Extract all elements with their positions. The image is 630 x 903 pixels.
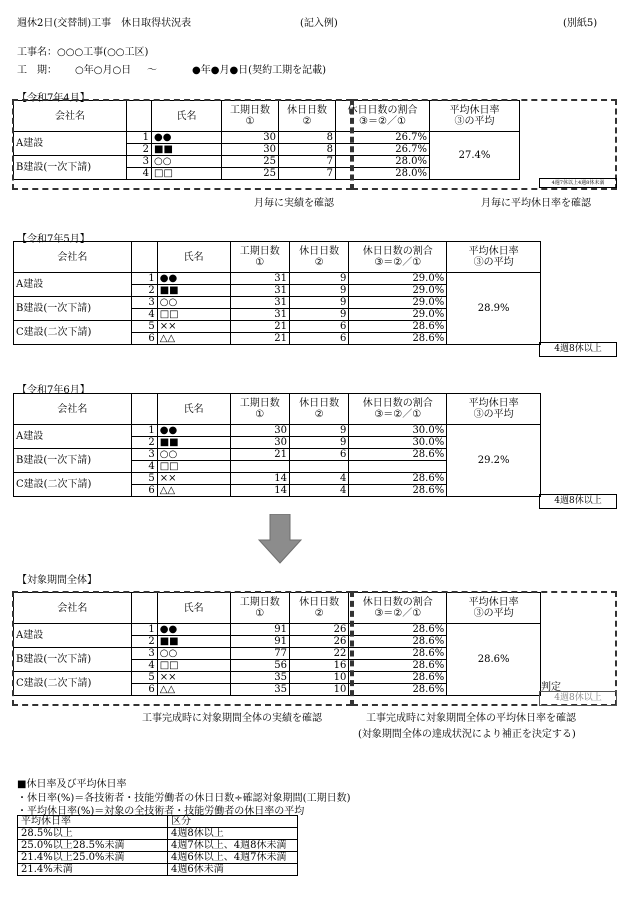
col-avg-sub: ③の平均 — [454, 116, 495, 127]
ratio: 29.0% — [349, 297, 447, 309]
row-no: 2 — [131, 437, 157, 449]
ratio: 30.0% — [349, 437, 447, 449]
person-name: ○○ — [157, 449, 230, 461]
person-name: ●● — [157, 425, 230, 437]
person-name: △△ — [157, 684, 230, 696]
work-days: 14 — [230, 473, 289, 485]
avg-cell: 28.9% — [447, 273, 541, 345]
table-row — [18, 852, 298, 864]
work-days: 31 — [230, 285, 289, 297]
row-no: 6 — [131, 333, 157, 345]
company-cell: C建設(二次下請) — [14, 321, 132, 345]
ratio — [349, 461, 447, 473]
person-name: ■■ — [157, 285, 230, 297]
col-avg-sub: ③の平均 — [473, 257, 514, 268]
col-ratio-formula: ③＝②／① — [374, 257, 422, 268]
person-name: ×× — [157, 672, 230, 684]
holidays: 7 — [279, 156, 336, 168]
holidays: 6 — [289, 333, 348, 345]
work-days: 77 — [230, 648, 289, 660]
person-name: △△ — [157, 333, 230, 345]
def-rate: 21.4%以上25.0%未満 — [18, 852, 168, 864]
ratio: 28.0% — [336, 156, 430, 168]
table-row — [18, 828, 298, 840]
person-name: ■■ — [157, 636, 230, 648]
ratio: 28.6% — [349, 449, 447, 461]
person-name: ●● — [157, 273, 230, 285]
definitions-heading: ■休日率及び平均休日率 — [17, 779, 127, 790]
row-no: 1 — [127, 132, 152, 144]
work-days: 31 — [230, 273, 289, 285]
row-no: 1 — [131, 624, 157, 636]
col-name: 氏名 — [157, 593, 230, 624]
table-row — [18, 816, 298, 828]
work-days: 31 — [230, 309, 289, 321]
col-avg: 平均休日率 — [468, 246, 519, 257]
holidays: 9 — [289, 309, 348, 321]
company-cell: B建設(一次下請) — [14, 156, 127, 180]
company-cell: B建設(一次下請) — [14, 449, 132, 473]
work-days: 21 — [230, 449, 289, 461]
row-no: 4 — [131, 660, 157, 672]
work-days: 31 — [230, 297, 289, 309]
ratio: 28.6% — [349, 684, 447, 696]
holidays: 4 — [289, 485, 348, 497]
col-company: 会社名 — [14, 394, 132, 425]
person-name: ○○ — [152, 156, 222, 168]
total-judgement-badge: 4週8休以上 — [539, 691, 617, 706]
table-row — [14, 273, 541, 285]
def-rate: 21.4%未満 — [18, 864, 168, 876]
col-holidays: 休日日数 — [287, 105, 327, 116]
col-holidays-num: ② — [302, 116, 312, 127]
row-no: 4 — [131, 461, 157, 473]
avg-cell: 29.2% — [447, 425, 541, 497]
company-cell: C建設(二次下請) — [14, 672, 132, 696]
work-days: 30 — [222, 132, 279, 144]
ratio: 29.0% — [349, 273, 447, 285]
person-name: ○○ — [157, 648, 230, 660]
example-label: (記入例) — [300, 18, 338, 29]
person-name: □□ — [157, 461, 230, 473]
june-judgement-badge: 4週8休以上 — [539, 494, 617, 509]
col-name: 氏名 — [157, 242, 230, 273]
col-name: 氏名 — [152, 101, 222, 132]
col-ratio: 休日日数の割合 — [362, 597, 433, 608]
col-avg-sub: ③の平均 — [473, 409, 514, 420]
total-note-right: 工事完成時に対象期間全体の平均休日率を確認 — [366, 713, 576, 724]
may-table — [13, 241, 541, 345]
def-class: 4週6休未満 — [168, 864, 298, 876]
holidays: 9 — [289, 297, 348, 309]
ratio: 26.7% — [336, 144, 430, 156]
april-table — [13, 100, 542, 180]
col-company: 会社名 — [14, 242, 132, 273]
person-name: ×× — [157, 473, 230, 485]
work-days: 56 — [230, 660, 289, 672]
total-table — [13, 592, 541, 696]
row-no: 6 — [131, 485, 157, 497]
june-table — [13, 393, 541, 497]
ratio: 28.6% — [349, 672, 447, 684]
col-work-days: 工期日数 — [239, 246, 280, 257]
holidays: 9 — [289, 285, 348, 297]
col-holidays: 休日日数 — [299, 398, 340, 409]
ratio: 28.0% — [336, 168, 430, 180]
holidays: 10 — [289, 684, 348, 696]
person-name: △△ — [157, 485, 230, 497]
col-ratio-formula: ③＝②／① — [359, 116, 406, 127]
ratio: 26.7% — [336, 132, 430, 144]
row-no: 2 — [131, 636, 157, 648]
row-no: 2 — [131, 285, 157, 297]
ratio: 28.6% — [349, 321, 447, 333]
holidays: 8 — [279, 132, 336, 144]
work-days: 25 — [222, 168, 279, 180]
table-row — [18, 840, 298, 852]
ratio: 28.6% — [349, 624, 447, 636]
company-cell: B建設(一次下請) — [14, 297, 132, 321]
april-note-right: 月毎に平均休日率を確認 — [481, 198, 591, 209]
col-holidays-num: ② — [314, 409, 324, 420]
col-avg: 平均休日率 — [468, 398, 519, 409]
holidays: 7 — [279, 168, 336, 180]
work-days: 30 — [230, 425, 289, 437]
col-ratio-formula: ③＝②／① — [374, 409, 422, 420]
holidays: 16 — [289, 660, 348, 672]
table-row — [14, 132, 542, 144]
ratio: 30.0% — [349, 425, 447, 437]
col-avg: 平均休日率 — [449, 105, 500, 116]
total-label: 【対象期間全体】 — [17, 575, 97, 586]
holidays: 9 — [289, 437, 348, 449]
col-work-days: 工期日数 — [230, 105, 270, 116]
holidays: 10 — [289, 672, 348, 684]
work-days — [230, 461, 289, 473]
row-no: 5 — [131, 672, 157, 684]
holidays: 6 — [289, 449, 348, 461]
row-no: 3 — [127, 156, 152, 168]
ratio: 29.0% — [349, 309, 447, 321]
total-note-left: 工事完成時に対象期間全体の実績を確認 — [142, 713, 322, 724]
col-ratio: 休日日数の割合 — [362, 398, 433, 409]
holidays: 26 — [289, 636, 348, 648]
def-rate: 28.5%以上 — [18, 828, 168, 840]
col-work-days: 工期日数 — [239, 597, 280, 608]
table-row — [18, 864, 298, 876]
april-note-left: 月毎に実績を確認 — [254, 198, 334, 209]
ratio: 28.6% — [349, 660, 447, 672]
col-holidays-num: ② — [314, 257, 324, 268]
col-work-days: 工期日数 — [239, 398, 280, 409]
person-name: ×× — [157, 321, 230, 333]
may-label: 【令和7年5月】 — [17, 234, 90, 245]
col-ratio: 休日日数の割合 — [347, 105, 418, 116]
ratio: 28.6% — [349, 636, 447, 648]
ratio: 28.6% — [349, 473, 447, 485]
work-days: 35 — [230, 672, 289, 684]
person-name: ○○ — [157, 297, 230, 309]
work-days: 21 — [230, 333, 289, 345]
def-col-head: 平均休日率 — [18, 816, 168, 828]
project-name: 工事名：○○○工事(○○工区) — [17, 47, 149, 58]
judge-label: 判定 — [541, 682, 561, 693]
col-ratio: 休日日数の割合 — [362, 246, 433, 257]
col-work-days-num: ① — [255, 409, 265, 420]
work-days: 25 — [222, 156, 279, 168]
col-avg: 平均休日率 — [468, 597, 519, 608]
work-days: 91 — [230, 636, 289, 648]
row-no: 1 — [131, 273, 157, 285]
def-rate: 25.0%以上28.5%未満 — [18, 840, 168, 852]
down-arrow-icon — [258, 514, 302, 564]
ratio: 29.0% — [349, 285, 447, 297]
annex-label: (別紙5) — [563, 18, 598, 29]
avg-cell: 27.4% — [430, 132, 520, 180]
period-tilde: ～ — [147, 65, 157, 76]
ratio: 28.6% — [349, 648, 447, 660]
row-no: 3 — [131, 449, 157, 461]
holidays — [289, 461, 348, 473]
person-name: ●● — [152, 132, 222, 144]
row-no: 4 — [127, 168, 152, 180]
col-name: 氏名 — [157, 394, 230, 425]
definitions-table — [17, 815, 298, 876]
row-no: 1 — [131, 425, 157, 437]
col-work-days-num: ① — [255, 608, 265, 619]
period-end: ●年●月●日(契約工期を記載) — [192, 65, 326, 76]
company-cell: A建設 — [14, 624, 132, 648]
work-days: 91 — [230, 624, 289, 636]
work-days: 14 — [230, 485, 289, 497]
col-holidays: 休日日数 — [299, 597, 340, 608]
person-name: ■■ — [152, 144, 222, 156]
table-row — [14, 624, 541, 636]
def-class: 4週6休以上、4週7休未満 — [168, 852, 298, 864]
holidays: 4 — [289, 473, 348, 485]
table-row — [14, 425, 541, 437]
document-title: 週休2日(交替制)工事 休日取得状況表 — [17, 18, 192, 29]
may-judgement-badge: 4週8休以上 — [539, 342, 617, 357]
person-name: ●● — [157, 624, 230, 636]
person-name: □□ — [157, 660, 230, 672]
def-class: 4週7休以上、4週8休未満 — [168, 840, 298, 852]
col-ratio-formula: ③＝②／① — [374, 608, 422, 619]
april-judgement-badge: 4週7休以上4週8休未満 — [539, 178, 617, 188]
holidays: 9 — [289, 273, 348, 285]
row-no: 3 — [131, 297, 157, 309]
holidays: 9 — [289, 425, 348, 437]
row-no: 4 — [131, 309, 157, 321]
person-name: □□ — [152, 168, 222, 180]
work-days: 21 — [230, 321, 289, 333]
col-work-days-num: ① — [255, 257, 265, 268]
row-no: 5 — [131, 321, 157, 333]
definition-line-1: ・休日率(%)＝各技術者・技能労働者の休日日数÷確認対象期間(工期日数) — [17, 793, 351, 804]
holidays: 26 — [289, 624, 348, 636]
def-col-head: 区分 — [168, 816, 298, 828]
company-cell: B建設(一次下請) — [14, 648, 132, 672]
work-days: 30 — [222, 144, 279, 156]
period-start: ○年○月○日 — [75, 65, 132, 76]
row-no: 6 — [131, 684, 157, 696]
row-no: 3 — [131, 648, 157, 660]
avg-cell: 28.6% — [447, 624, 541, 696]
col-avg-sub: ③の平均 — [473, 608, 514, 619]
col-holidays-num: ② — [314, 608, 324, 619]
person-name: ■■ — [157, 437, 230, 449]
def-class: 4週8休以上 — [168, 828, 298, 840]
april-label: 【令和7年4月】 — [17, 93, 90, 104]
col-company: 会社名 — [14, 101, 127, 132]
row-no: 5 — [131, 473, 157, 485]
june-label: 【令和7年6月】 — [17, 385, 90, 396]
company-cell: A建設 — [14, 273, 132, 297]
company-cell: C建設(二次下請) — [14, 473, 132, 497]
total-note-right-2: (対象期間全体の達成状況により補正を決定する) — [358, 729, 576, 740]
company-cell: A建設 — [14, 425, 132, 449]
definition-line-2: ・平均休日率(%)＝対象の全技術者・技能労働者の休日率の平均 — [17, 806, 305, 817]
ratio: 28.6% — [349, 485, 447, 497]
col-company: 会社名 — [14, 593, 132, 624]
ratio: 28.6% — [349, 333, 447, 345]
col-holidays: 休日日数 — [299, 246, 340, 257]
holidays: 6 — [289, 321, 348, 333]
holidays: 8 — [279, 144, 336, 156]
col-work-days-num: ① — [245, 116, 255, 127]
work-days: 35 — [230, 684, 289, 696]
company-cell: A建設 — [14, 132, 127, 156]
period-label: 工 期： — [17, 65, 57, 76]
work-days: 30 — [230, 437, 289, 449]
holidays: 22 — [289, 648, 348, 660]
row-no: 2 — [127, 144, 152, 156]
person-name: □□ — [157, 309, 230, 321]
